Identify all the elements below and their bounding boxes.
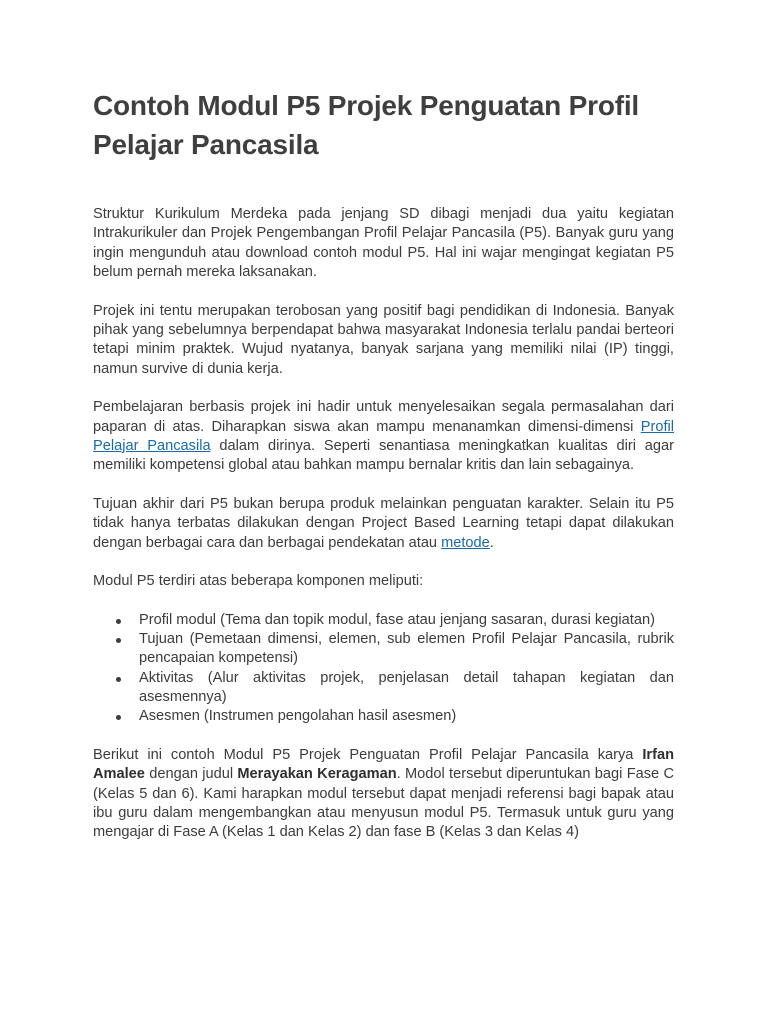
paragraph-pembelajaran xyxy=(93,398,674,475)
list-item xyxy=(93,669,674,708)
bullet-icon xyxy=(116,677,121,682)
bullet-icon xyxy=(116,638,121,643)
paragraph-text: Tujuan akhir dari P5 bukan berupa produk melainkan penguatan karakter. Selain itu P5 tidak hanya terbatas dilakukan dengan Project Based Learning tetapi dapat dilakukan dengan berbagai cara dan berbagai pendekatan atau xyxy=(93,496,674,551)
list-item xyxy=(93,707,674,726)
paragraph-text: dalam dirinya. Seperti senantiasa meningkatkan kualitas diri agar memiliki kompetensi global atau bahkan mampu bernalar kritis dan lain sebagainya. xyxy=(93,437,674,474)
list-item-text: Tujuan (Pemetaan dimensi, elemen, sub elemen Profil Pelajar Pancasila, rubrik pencapaian kompetensi) xyxy=(139,631,674,667)
profil-pelajar-pancasila-link[interactable]: Profil Pelajar Pancasila xyxy=(93,418,674,454)
component-list xyxy=(93,611,674,727)
page-title: Contoh Modul P5 Projek Penguatan Profil Pelajar Pancasila xyxy=(93,90,640,160)
module-title: Merayakan Keragaman xyxy=(237,766,397,783)
paragraph-text: dengan judul xyxy=(144,766,238,783)
article xyxy=(93,86,674,843)
bullet-icon xyxy=(116,715,121,720)
paragraph-komponen: Modul P5 terdiri atas beberapa komponen meliputi: xyxy=(93,573,424,590)
metode-link[interactable]: metode xyxy=(441,534,490,551)
list-item-text: Aktivitas (Alur aktivitas projek, penjelasan detail tahapan kegiatan dan asesmennya) xyxy=(139,669,674,705)
list-item-text: Profil modul (Tema dan topik modul, fase atau jenjang sasaran, durasi kegiatan) xyxy=(139,611,655,628)
list-item xyxy=(93,611,674,630)
paragraph-intro: Struktur Kurikulum Merdeka pada jenjang SD dibagi menjadi dua yaitu kegiatan Intrakurikuler dan Projek Pengembangan Profil Pelajar Pancasila (P5). Banyak guru yang ingin mengunduh atau download contoh modul P5. Hal ini wajar mengingat kegiatan P5 belum pernah mereka laksanakan. xyxy=(93,206,674,280)
list-item xyxy=(93,630,674,669)
paragraph-text: . Modol tersebut diperuntukan bagi Fase C (Kelas 5 dan 6). Kami harapkan modul tersebut dapat menjadi referensi bagi bapak atau ibu guru dalam mengembangkan atau menyusun modul P5. Termasuk untuk guru yang mengajar di Fase A (Kelas 1 dan Kelas 2) dan fase B (Kelas 3 dan Kelas 4) xyxy=(93,766,674,841)
author-name: Irfan Amalee xyxy=(93,747,674,783)
paragraph-projek: Projek ini tentu merupakan terobosan yang positif bagi pendidikan di Indonesia. Banyak pihak yang sebelumnya berpendapat bahwa masyarakat Indonesia terlalu pandai berteori tetapi minim praktek. Wujud nyatanya, banyak sarjana yang memiliki nilai (IP) tinggi, namun survive di dunia kerja. xyxy=(93,302,674,377)
paragraph-text: . xyxy=(489,534,494,551)
list-item-text: Asesmen (Instrumen pengolahan hasil asesmen) xyxy=(139,708,457,725)
paragraph-text: Pembelajaran berbasis projek ini hadir untuk menyelesaikan segala permasalahan dari paparan di atas. Diharapkan siswa akan mampu menanamkan dimensi-dimensi xyxy=(93,399,674,435)
paragraph-contoh-modul xyxy=(93,746,674,842)
paragraph-tujuan xyxy=(93,495,674,553)
bullet-icon xyxy=(116,619,121,624)
paragraph-text: Berikut ini contoh Modul P5 Projek Penguatan Profil Pelajar Pancasila karya xyxy=(93,747,643,764)
